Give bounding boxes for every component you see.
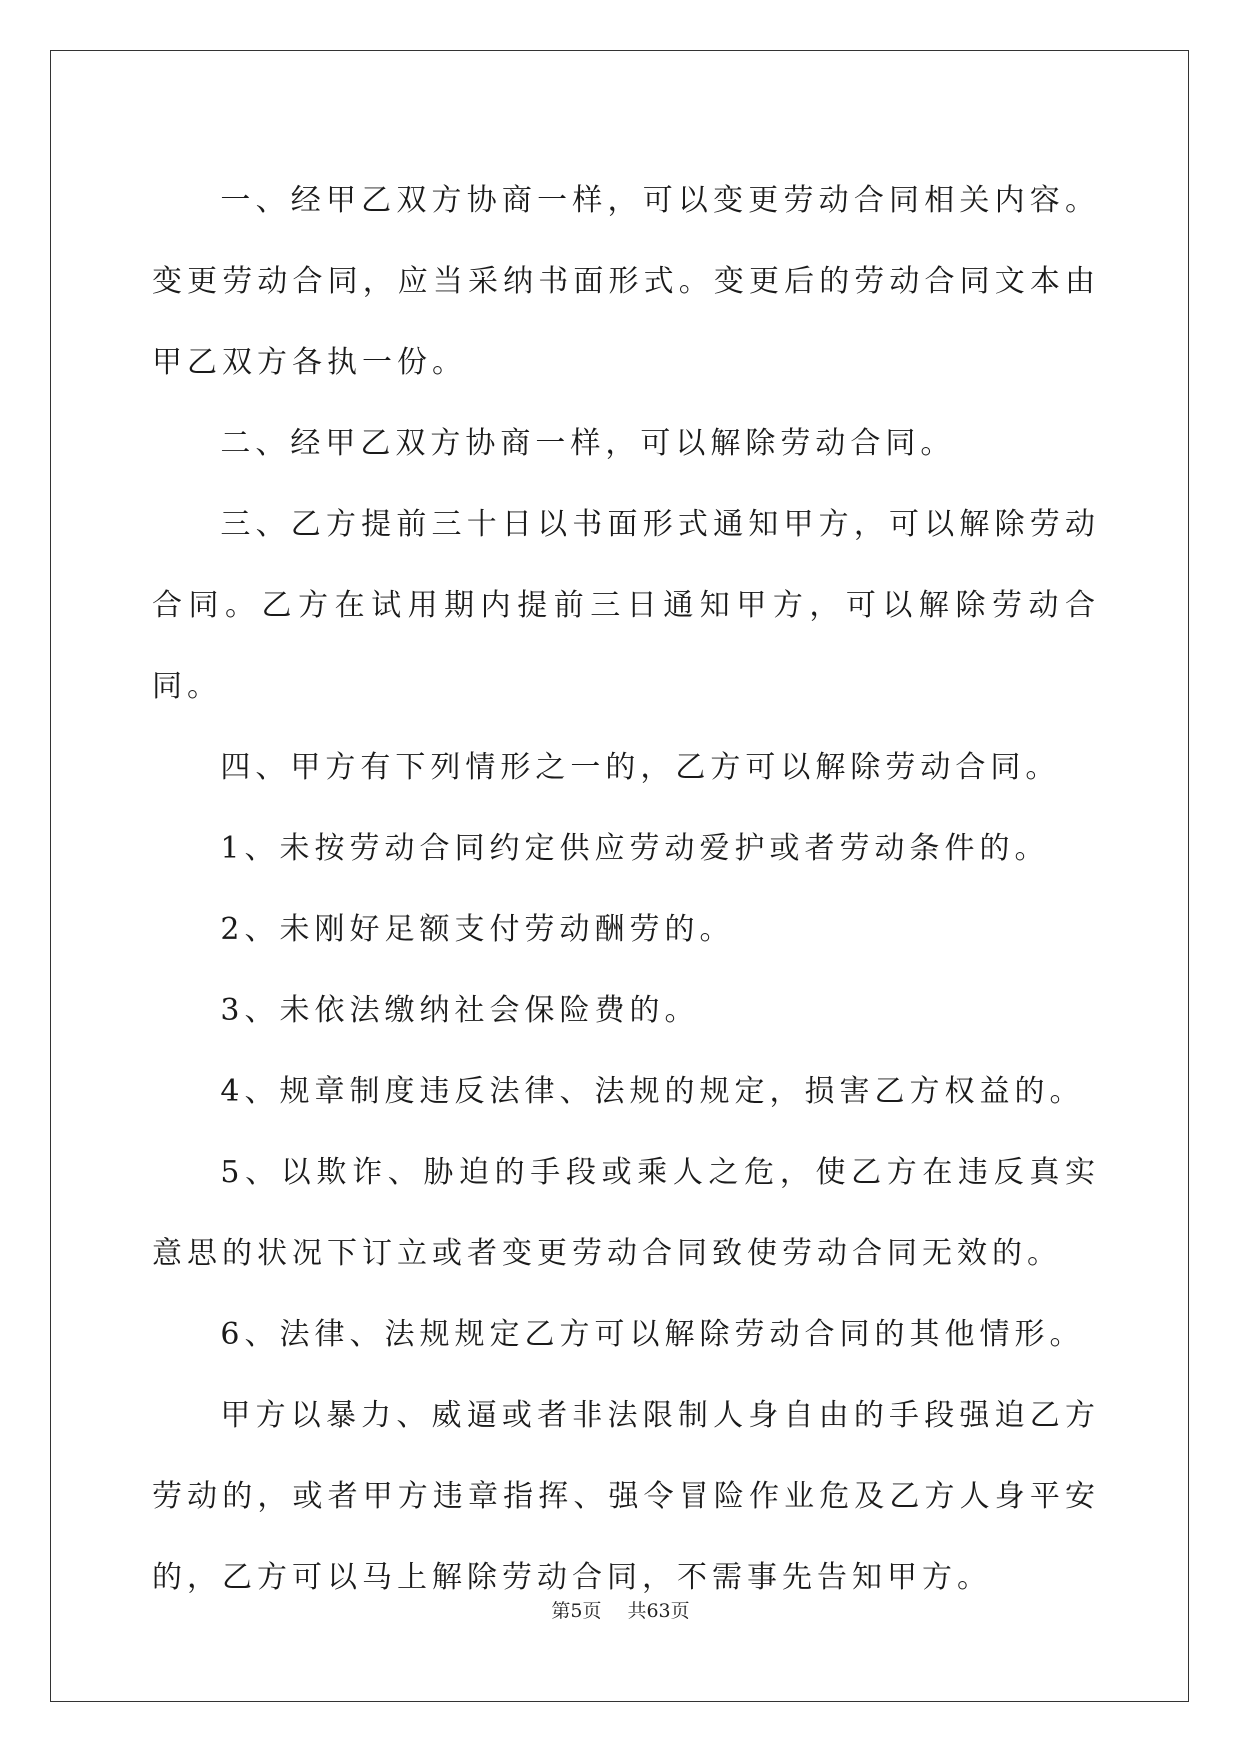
page-footer bbox=[0, 1596, 1241, 1623]
paragraph-notice-termination: 三、乙方提前三十日以书面形式通知甲方，可以解除劳动合同。乙方在试用期内提前三日通知甲方，可以解除劳动合同。 bbox=[152, 507, 1100, 704]
list-item: 3、未依法缴纳社会保险费的。 bbox=[220, 993, 700, 1028]
list-item: 1、未按劳动合同约定供应劳动爱护或者劳动条件的。 bbox=[220, 831, 1050, 866]
page-number: 第5页 bbox=[551, 1600, 602, 1622]
paragraph-immediate-termination: 甲方以暴力、威逼或者非法限制人身自由的手段强迫乙方劳动的，或者甲方违章指挥、强令冒险作业危及乙方人身平安的，乙方可以马上解除劳动合同，不需事先告知甲方。 bbox=[152, 1398, 1100, 1595]
list-item: 5、以欺诈、胁迫的手段或乘人之危，使乙方在违反真实意思的状况下订立或者变更劳动合同致使劳动合同无效的。 bbox=[152, 1155, 1100, 1271]
paragraph-mutual-termination: 二、经甲乙双方协商一样，可以解除劳动合同。 bbox=[220, 426, 956, 461]
list-item: 6、法律、法规规定乙方可以解除劳动合同的其他情形。 bbox=[220, 1317, 1085, 1352]
list-item: 2、未刚好足额支付劳动酬劳的。 bbox=[220, 912, 735, 947]
total-pages: 共63页 bbox=[627, 1600, 690, 1622]
list-item: 4、规章制度违反法律、法规的规定，损害乙方权益的。 bbox=[220, 1074, 1085, 1109]
paragraph-employer-situations: 四、甲方有下列情形之一的，乙方可以解除劳动合同。 bbox=[220, 750, 1061, 785]
paragraph-change-contract: 一、经甲乙双方协商一样，可以变更劳动合同相关内容。变更劳动合同，应当采纳书面形式。变更后的劳动合同文本由甲乙双方各执一份。 bbox=[152, 183, 1100, 380]
document-body bbox=[152, 160, 1100, 1618]
